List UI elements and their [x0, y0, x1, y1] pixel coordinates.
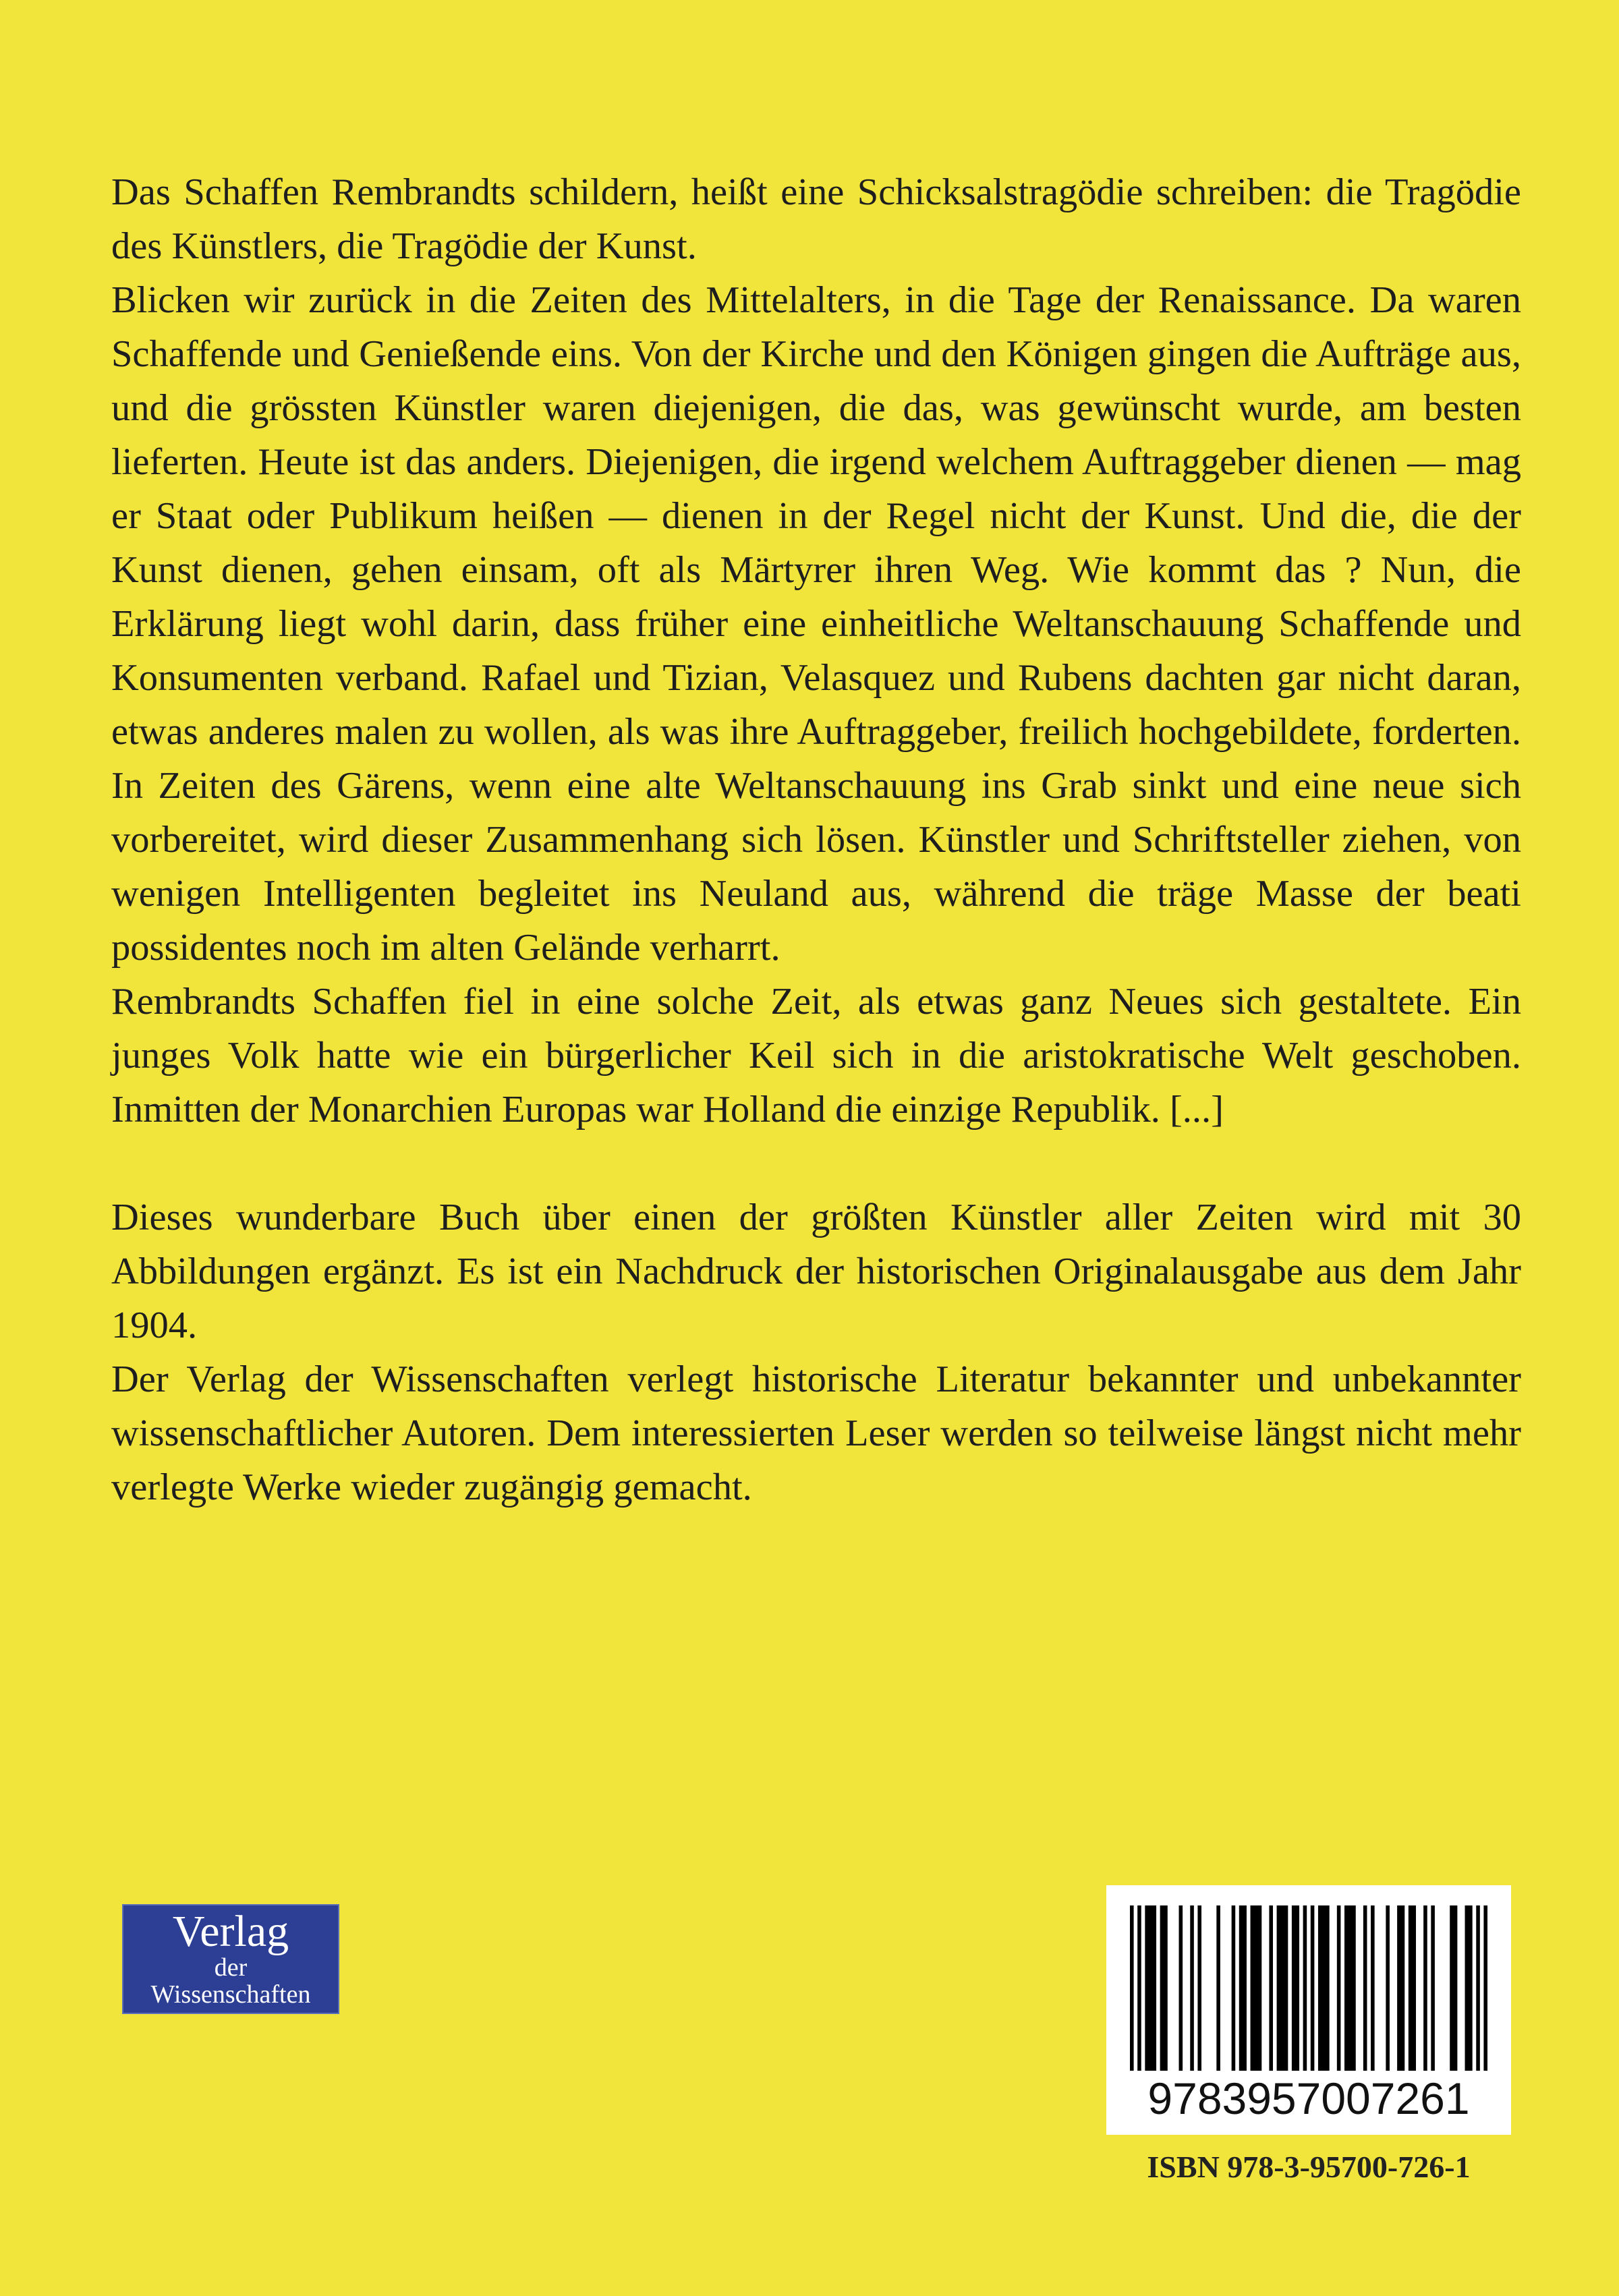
blurb-paragraph: Dieses wunderbare Buch über einen der größten Künstler aller Zeiten wird mit 30 Abbildungen ergänzt. Es ist ein Nachdruck der historischen Originalausgabe aus dem Jahr 1904.: [111, 1197, 1521, 1346]
back-cover-blurb: [111, 165, 1521, 1514]
barcode-bar: [1483, 1905, 1487, 2071]
barcode-bar: [1465, 1905, 1473, 2071]
publisher-logo-line-1: Verlag: [172, 1907, 289, 1956]
publisher-logo-line-2: der: [214, 1953, 248, 1982]
blurb-paragraph: Blicken wir zurück in die Zeiten des Mittelalters, in die Tage der Renaissance. Da waren Schaffende und Genießende eins. Von der Kirche und den Königen gingen die Aufträge aus, und die grössten Künstler waren diejenigen, die das, was gewünscht wurde, am besten lieferten. Heute ist das anders. Diejenigen, die irgend welchem Auftraggeber dienen — mag er Staat oder Publikum heißen — dienen in der Regel nicht der Kunst. Und die, die der Kunst dienen, gehen einsam, oft als Märtyrer ihren Weg. Wie kommt das ? Nun, die Erklärung liegt wohl darin, dass früher eine einheitliche Weltanschauung Schaffende und Konsumenten verband. Rafael und Tizian, Velasquez und Rubens dachten gar nicht daran, etwas anderes malen zu wollen, als was ihre Auftraggeber, freilich hochgebildete, forderten. In Zeiten des Gärens, wenn eine alte Weltanschauung ins Grab sinkt und eine neue sich vorbereitet, wird dieser Zusammenhang sich lösen. Künstler und Schriftsteller ziehen, von wenigen Intelligenten begleitet ins Neuland aus, während die träge Masse der beati possidentes noch im alten Gelände verharrt.: [111, 279, 1521, 969]
barcode-bar: [1251, 1905, 1262, 2071]
publisher-logo: [122, 1904, 339, 2014]
barcode-bar: [1397, 1905, 1404, 2071]
barcode-bar: [1145, 1905, 1156, 2071]
barcode-bar: [1431, 1905, 1435, 2071]
barcode-bar: [1277, 1905, 1288, 2071]
barcode-bar: [1160, 1905, 1168, 2071]
barcode-bar: [1292, 1905, 1299, 2071]
barcode-bar: [1476, 1905, 1480, 2071]
barcode-bar: [1371, 1905, 1375, 2071]
barcode-bar: [1344, 1905, 1356, 2071]
barcode-bar: [1311, 1905, 1315, 2071]
barcode-bar: [1232, 1905, 1236, 2071]
barcode-bar: [1303, 1905, 1307, 2071]
barcode-bar: [1409, 1905, 1416, 2071]
barcode-bar: [1269, 1905, 1273, 2071]
barcode-bar: [1363, 1905, 1367, 2071]
isbn-number: ISBN 978-3-95700-726-1: [1147, 2150, 1471, 2184]
barcode-bar: [1179, 1905, 1183, 2071]
blurb-paragraph: Der Verlag der Wissenschaften verlegt historische Literatur bekannter und unbekannter wissenschaftlicher Autoren. Dem interessierten Leser werden so teilweise längst nicht mehr verlegte Werke wieder zugängig gemacht.: [111, 1358, 1521, 1508]
blurb-paragraph: Das Schaffen Rembrandts schildern, heißt eine Schicksalstragödie schreiben: die Tragödie des Künstlers, die Tragödie der Kunst.: [111, 171, 1521, 267]
barcode-bar: [1216, 1905, 1220, 2071]
barcode-digits: 9783957007261: [1147, 2073, 1470, 2123]
publisher-logo-line-3: Wissenschaften: [150, 1980, 311, 2009]
barcode-bar: [1450, 1905, 1457, 2071]
barcode-bar: [1337, 1905, 1341, 2071]
barcode: [1106, 1885, 1511, 2135]
barcode-bars: [1130, 1905, 1487, 2071]
barcode-bar: [1239, 1905, 1247, 2071]
barcode-bar: [1423, 1905, 1427, 2071]
barcode-bar: [1197, 1905, 1201, 2071]
blurb-paragraph: Rembrandts Schaffen fiel in eine solche Zeit, als etwas ganz Neues sich gestaltete. Ein junges Volk hatte wie ein bürgerlicher Keil sich in die aristokratische Welt geschoben. Inmitten der Monarchien Europas war Holland die einzige Republik. [...]: [111, 981, 1521, 1130]
barcode-bar: [1137, 1905, 1141, 2071]
barcode-bar: [1190, 1905, 1194, 2071]
barcode-bar: [1318, 1905, 1330, 2071]
barcode-bar: [1386, 1905, 1390, 2071]
barcode-bar: [1130, 1905, 1134, 2071]
